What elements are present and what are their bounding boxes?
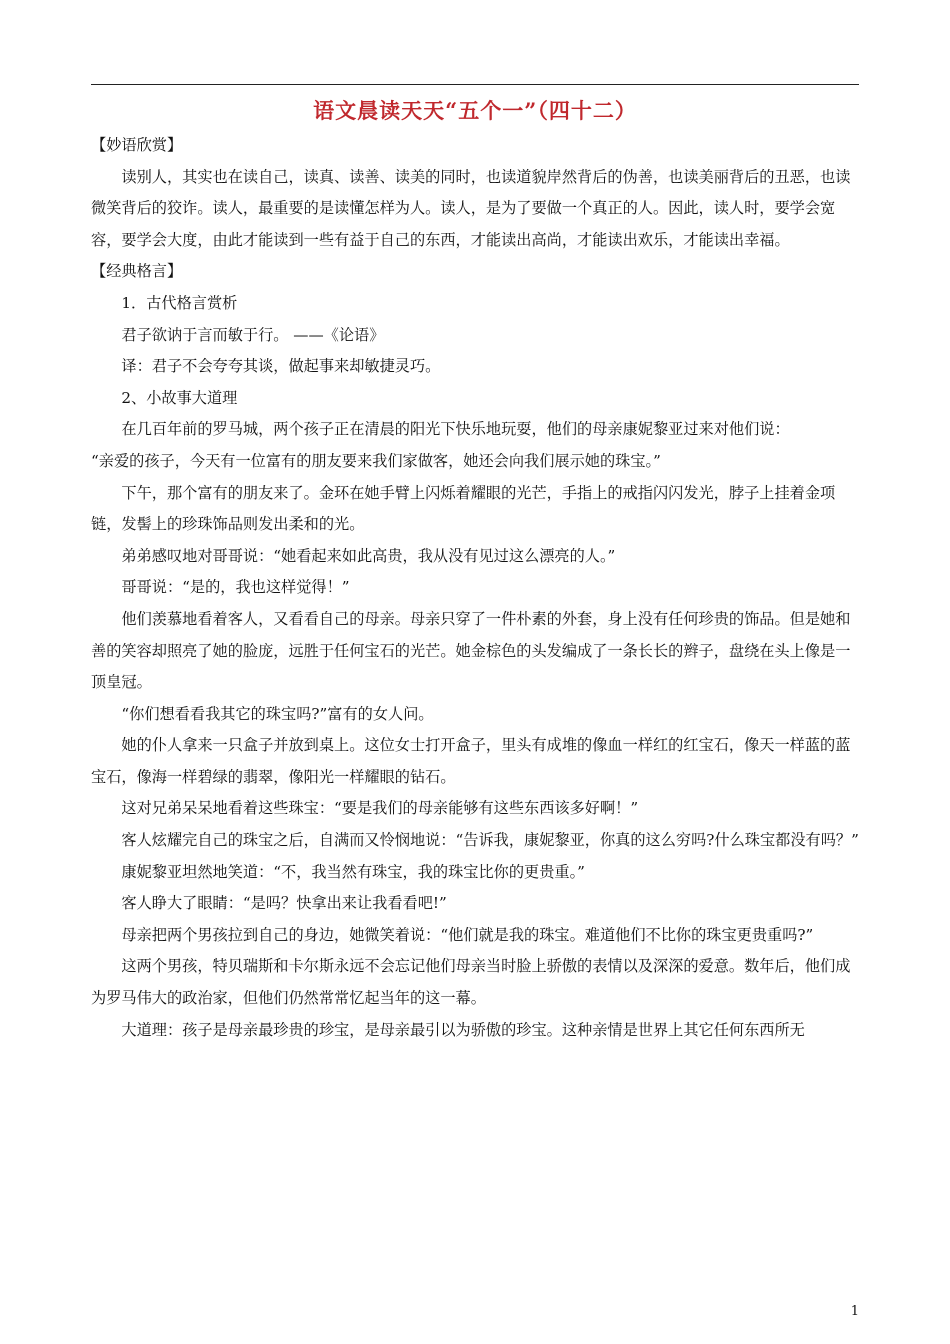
story-moral-paragraph: 大道理：孩子是母亲最珍贵的珍宝，是母亲最引以为骄傲的珍宝。这种亲情是世界上其它任何东西所无: [121, 1020, 805, 1039]
section-heading-geyan: 【经典格言】: [91, 262, 183, 281]
geyan-translation: 译：君子不会夸夸其谈，做起事来却敏捷灵巧。: [121, 357, 441, 376]
story-paragraph: 哥哥说：“是的，我也这样觉得！”: [121, 578, 350, 597]
story-paragraph: 这对兄弟呆呆地看着这些珠宝：“要是我们的母亲能够有这些东西该多好啊！”: [121, 799, 639, 818]
geyan-subheading: 1．古代格言赏析: [121, 293, 238, 312]
page-number: 1: [850, 1304, 859, 1319]
miaoyu-paragraph: 读别人，其实也在读自己，读真、读善、读美的同时，也读道貌岸然背后的伪善，也读美丽背后的丑恶，也读微笑背后的狡诈。读人，最重要的是读懂怎样为人。读人，是为了要做一个真正的人。因此，读人时，要学会宽容，要学会大度，由此才能读到一些有益于自己的东西，才能读出高尚，才能读出欢乐，才能读出幸福。: [91, 167, 851, 249]
story-subheading: 2、小故事大道理: [121, 388, 238, 407]
story-paragraph: 在几百年前的罗马城，两个孩子正在清晨的阳光下快乐地玩耍，他们的母亲康妮黎亚过来对他们说：: [121, 420, 790, 439]
geyan-quote: 君子欲讷于言而敏于行。 ——《论语》: [121, 325, 385, 344]
story-paragraph: “你们想看看我其它的珠宝吗?”富有的女人问。: [121, 704, 434, 723]
story-paragraph: 下午，那个富有的朋友来了。金环在她手臂上闪烁着耀眼的光芒，手指上的戒指闪闪发光，脖子上挂着金项链，发髻上的珍珠饰品则发出柔和的光。: [91, 483, 836, 534]
story-paragraph: 客人睁大了眼睛：“是吗？快拿出来让我看看吧!”: [121, 894, 447, 913]
story-paragraph: 客人炫耀完自己的珠宝之后，自满而又怜悯地说：“告诉我，康妮黎亚，你真的这么穷吗?什么珠宝都没有吗？”: [121, 831, 859, 850]
story-paragraph: 弟弟感叹地对哥哥说：“她看起来如此高贵，我从没有见过这么漂亮的人。”: [121, 546, 616, 565]
story-paragraph: “亲爱的孩子，今天有一位富有的朋友要来我们家做客，她还会向我们展示她的珠宝。”: [91, 451, 661, 470]
story-paragraph: 她的仆人拿来一只盒子并放到桌上。这位女士打开盒子，里头有成堆的像血一样红的红宝石，像天一样蓝的蓝宝石，像海一样碧绿的翡翠，像阳光一样耀眼的钻石。: [91, 736, 851, 786]
header-rule: [91, 84, 859, 85]
section-heading-miaoyu: 【妙语欣赏】: [91, 136, 183, 154]
story-paragraph: 他们羡慕地看着客人，又看看自己的母亲。母亲只穿了一件朴素的外套，身上没有任何珍贵的饰品。但是她和善的笑容却照亮了她的脸庞，远胜于任何宝石的光芒。她金棕色的头发编成了一条长长的辫子，盘绕在头上像是一顶皇冠。: [91, 609, 851, 692]
document-body: [91, 130, 859, 1046]
story-paragraph: 康妮黎亚坦然地笑道：“不，我当然有珠宝，我的珠宝比你的更贵重。”: [121, 862, 585, 881]
story-paragraph: 这两个男孩，特贝瑞斯和卡尔斯永远不会忘记他们母亲当时脸上骄傲的表情以及深深的爱意。数年后，他们成为罗马伟大的政治家，但他们仍然常常忆起当年的这一幕。: [91, 957, 851, 1008]
story-paragraph: 母亲把两个男孩拉到自己的身边，她微笑着说：“他们就是我的珠宝。难道他们不比你的珠宝更贵重吗?”: [121, 925, 814, 944]
document-title: 语文晨读天天“五个一”（四十二）: [313, 98, 637, 123]
